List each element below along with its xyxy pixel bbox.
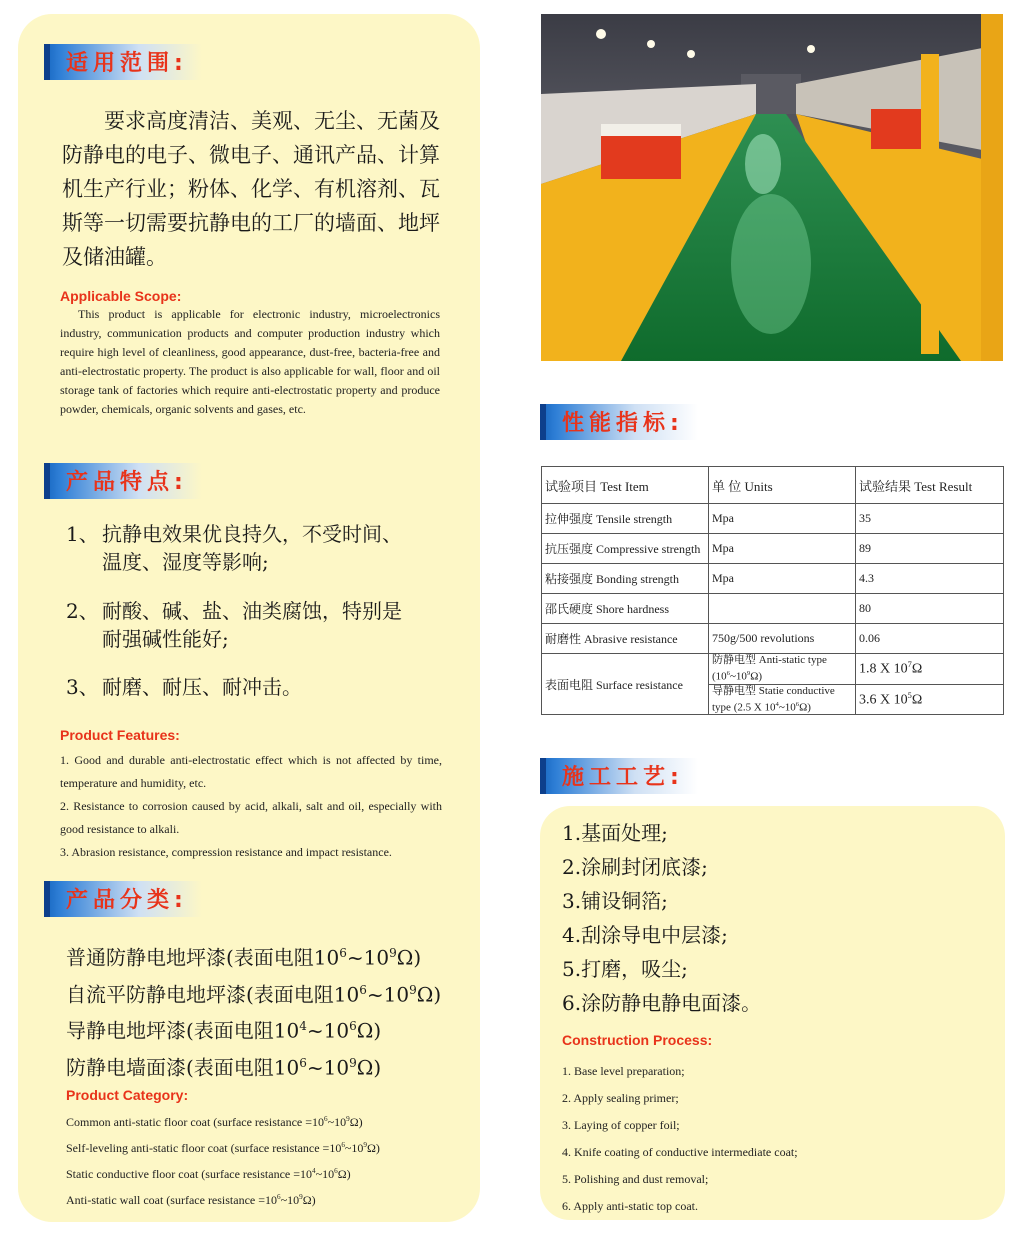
process-en-item: 3. Laying of copper foil; <box>562 1118 680 1132</box>
category-en-item: Common anti-static floor coat (surface resistance $=10^6\sim 10^9\Omega$) <box>66 1115 363 1129</box>
feature-en-item: 2. Resistance to corrosion caused by acid, alkali, salt and oil, especially with good resistance to alkali. <box>60 799 442 836</box>
process-en-title: Construction Process: <box>562 1032 713 1048</box>
category-en-title: Product Category: <box>66 1087 189 1103</box>
scope-cn-line: 及储油罐。 <box>62 245 167 269</box>
process-cn-item: 2.涂刷封闭底漆; <box>562 855 708 879</box>
scope-en-title: Applicable Scope: <box>60 288 182 304</box>
process-en-item: 5. Polishing and dust removal; <box>562 1172 709 1186</box>
feature-line: 耐酸、碱、盐、油类腐蚀，特别是 <box>102 599 402 623</box>
feature-item-1 <box>66 520 402 576</box>
scope-cn-line: 防静电的电子、微电子、通讯产品、计算 <box>62 143 440 167</box>
scope-en-text: This product is applicable for electronic industry, microelectronics industry, communication products and computer production industry which require high level of cleanliness, good appearance, dust-free, bacteria-free and anti-electrostatic property. The product is also applicable for wall, floor and oil storage tank of factories which require anti-electrostatic property and produce powder, chemicals, organic solvents and gases, etc. <box>60 307 440 416</box>
table-header-row <box>542 467 1004 504</box>
process-cn-item: 1.基面处理; <box>562 821 668 845</box>
category-heading: 产品分类: <box>44 881 202 917</box>
scope-cn-line: 要求高度清洁、美观、无尘、无菌及 <box>62 109 440 133</box>
process-heading: 施工工艺: <box>540 758 698 794</box>
category-cn-item: 防静电墙面漆(表面电阻$10^6\sim 10^9\Omega$) <box>66 1055 382 1080</box>
category-cn-item: 自流平防静电地坪漆(表面电阻$10^6\sim 10^9\Omega$) <box>66 982 442 1007</box>
feature-number: 2、 <box>66 599 99 623</box>
table-row: 粘接强度 Bonding strength Mpa 4.3 <box>542 564 1004 594</box>
feature-item-3 <box>66 673 302 701</box>
surface-resistance-label: 表面电阻 Surface resistance <box>542 654 709 715</box>
process-cn-item: 4.刮涂导电中层漆; <box>562 923 728 947</box>
anti-static-value: 1.8 X $10^7\Omega$ <box>856 654 1004 685</box>
process-en-item: 4. Knife coating of conductive intermediate coat; <box>562 1145 798 1159</box>
feature-en-item: 1. Good and durable anti-electrostatic effect which is not affected by time, temperature and humidity, etc. <box>60 753 442 790</box>
table-row: 耐磨性 Abrasive resistance 750g/500 revolutions 0.06 <box>542 624 1004 654</box>
process-cn-item: 5.打磨，吸尘; <box>562 957 688 981</box>
category-en-item: Self-leveling anti-static floor coat (surface resistance $=10^6\sim 10^9\Omega$) <box>66 1141 380 1155</box>
process-cn-list <box>562 816 761 1020</box>
feature-line: 耐磨、耐压、耐冲击。 <box>102 675 302 699</box>
process-cn-item: 6.涂防静电静电面漆。 <box>562 991 762 1015</box>
feature-number: 3、 <box>66 675 99 699</box>
table-row: 邵氏硬度 Shore hardness 80 <box>542 594 1004 624</box>
category-cn-list <box>66 937 441 1084</box>
scope-cn-line: 机生产行业；粉体、化学、有机溶剂、瓦 <box>62 177 440 201</box>
performance-table <box>541 466 1004 715</box>
features-heading: 产品特点: <box>44 463 202 499</box>
scope-cn-text <box>62 104 462 274</box>
header-test-result: 试验结果 Test Result <box>856 467 1004 504</box>
feature-line: 温度、湿度等影响; <box>102 550 269 574</box>
features-en-title: Product Features: <box>60 727 180 743</box>
header-test-item: 试验项目 Test Item <box>542 467 709 504</box>
process-en-list <box>562 1058 798 1220</box>
factory-floor-illustration <box>541 14 1003 361</box>
process-en-item: 6. Apply anti-static top coat. <box>562 1199 698 1213</box>
process-cn-item: 3.铺设铜箔; <box>562 889 668 913</box>
scope-cn-line: 斯等一切需要抗静电的工厂的墙面、地坪 <box>62 211 440 235</box>
feature-en-item: 3. Abrasion resistance, compression resistance and impact resistance. <box>60 845 392 859</box>
table-row-surface-1 <box>542 654 1004 685</box>
category-cn-item: 导静电地坪漆(表面电阻$10^4\sim 10^6\Omega$) <box>66 1018 382 1043</box>
category-cn-item: 普通防静电地坪漆(表面电阻$10^6\sim 10^9\Omega$) <box>66 945 422 970</box>
feature-number: 1、 <box>66 522 99 546</box>
conductive-value: 3.6 X $10^5\Omega$ <box>856 684 1004 715</box>
factory-floor-photo <box>541 14 1003 361</box>
scope-heading: 适用范围: <box>44 44 202 80</box>
category-en-item: Static conductive floor coat (surface resistance $=10^4\sim 10^6\Omega$) <box>66 1167 351 1181</box>
table-row: 抗压强度 Compressive strength Mpa 89 <box>542 534 1004 564</box>
category-en-item: Anti-static wall coat (surface resistance $=10^6\sim 10^9\Omega$) <box>66 1193 316 1207</box>
feature-item-2 <box>66 597 402 653</box>
process-en-item: 1. Base level preparation; <box>562 1064 685 1078</box>
feature-line: 耐强碱性能好; <box>102 627 229 651</box>
category-en-list <box>66 1108 446 1212</box>
feature-line: 抗静电效果优良持久，不受时间、 <box>102 522 402 546</box>
performance-heading: 性能指标: <box>540 404 698 440</box>
conductive-type: 导静电型 Statie conductive type (2.5 X $10^4\sim 10^6\Omega$) <box>709 684 856 715</box>
header-units: 单 位 Units <box>709 467 856 504</box>
table-row: 拉伸强度 Tensile strength Mpa 35 <box>542 504 1004 534</box>
process-en-item: 2. Apply sealing primer; <box>562 1091 679 1105</box>
anti-static-type: 防静电型 Anti-static type $(10^6\sim 10^9\Omega)$ <box>709 654 856 685</box>
features-en-list <box>60 749 442 864</box>
